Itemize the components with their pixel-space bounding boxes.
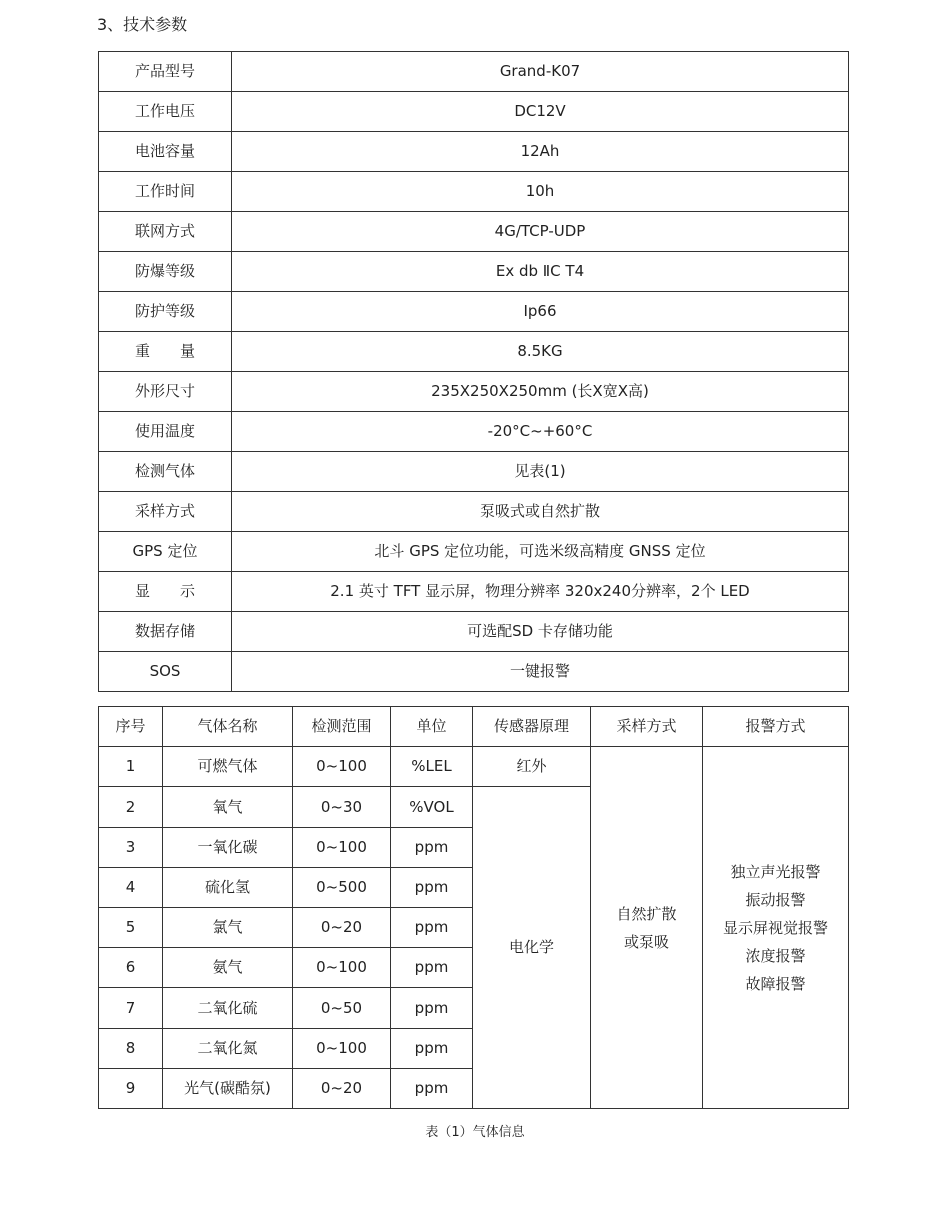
spec-value: 可选配SD 卡存储功能	[232, 612, 849, 652]
gas-name: 可燃气体	[163, 747, 293, 787]
alarm-method: 浓度报警	[745, 946, 806, 965]
gas-name: 硫化氢	[163, 867, 293, 907]
spec-value: 见表(1)	[232, 452, 849, 492]
sampling-method-cell	[591, 747, 703, 1109]
table-row	[99, 332, 849, 372]
spec-value: -20°C~+60°C	[232, 412, 849, 452]
sensor-electrochemical: 电化学	[473, 787, 591, 1109]
spec-label: 工作时间	[99, 172, 232, 212]
gas-no: 2	[99, 787, 163, 827]
gas-no: 6	[99, 948, 163, 988]
gas-range: 0~30	[293, 787, 391, 827]
sampling-line: 自然扩散	[616, 904, 677, 923]
gas-no: 5	[99, 907, 163, 947]
gas-name: 光气(碳酷氛)	[163, 1068, 293, 1108]
header-cell-sampling: 采样方式	[591, 707, 703, 747]
gas-range: 0~500	[293, 867, 391, 907]
alarm-method-cell	[703, 747, 849, 1109]
gas-name: 一氧化碳	[163, 827, 293, 867]
table-row	[99, 252, 849, 292]
gas-range: 0~50	[293, 988, 391, 1028]
gas-no: 3	[99, 827, 163, 867]
spec-value: 4G/TCP-UDP	[232, 212, 849, 252]
table-row	[99, 747, 849, 787]
spec-label: 联网方式	[99, 212, 232, 252]
gas-unit: ppm	[391, 827, 473, 867]
spec-value: 北斗 GPS 定位功能，可选米级高精度 GNSS 定位	[232, 532, 849, 572]
spec-label: 防护等级	[99, 292, 232, 332]
gas-unit: ppm	[391, 1068, 473, 1108]
sampling-line: 或泵吸	[623, 932, 669, 951]
gas-name: 氨气	[163, 948, 293, 988]
gas-unit: ppm	[391, 988, 473, 1028]
spec-value: 8.5KG	[232, 332, 849, 372]
gas-name: 二氧化硫	[163, 988, 293, 1028]
alarm-method: 故障报警	[745, 974, 806, 993]
gas-no: 1	[99, 747, 163, 787]
alarm-method: 独立声光报警	[730, 862, 821, 881]
gas-range: 0~100	[293, 747, 391, 787]
gas-range: 0~100	[293, 1028, 391, 1068]
spec-label: 工作电压	[99, 92, 232, 132]
spec-label: 检测气体	[99, 452, 232, 492]
alarm-method: 显示屏视觉报警	[722, 918, 828, 937]
table-row	[99, 172, 849, 212]
spec-label: 采样方式	[99, 492, 232, 532]
gas-name: 二氧化氮	[163, 1028, 293, 1068]
sensor-infrared: 红外	[473, 747, 591, 787]
gas-unit: ppm	[391, 1028, 473, 1068]
gas-range: 0~20	[293, 907, 391, 947]
gas-unit: %LEL	[391, 747, 473, 787]
spec-value: 12Ah	[232, 132, 849, 172]
table-row	[99, 652, 849, 692]
spec-label: 重 量	[99, 332, 232, 372]
table-row	[99, 372, 849, 412]
spec-label: 防爆等级	[99, 252, 232, 292]
spec-value: 235X250X250mm (长X宽X高)	[232, 372, 849, 412]
spec-table	[98, 51, 849, 692]
gas-name: 氯气	[163, 907, 293, 947]
table-caption: 表（1）气体信息	[425, 1125, 525, 1140]
table-row	[99, 612, 849, 652]
gas-unit: ppm	[391, 907, 473, 947]
header-cell-alarm: 报警方式	[703, 707, 849, 747]
table-row	[99, 492, 849, 532]
table-row	[99, 452, 849, 492]
gas-range: 0~100	[293, 948, 391, 988]
gas-unit: ppm	[391, 867, 473, 907]
alarm-method: 振动报警	[745, 890, 806, 909]
table-row	[99, 572, 849, 612]
gas-no: 7	[99, 988, 163, 1028]
spec-label: 使用温度	[99, 412, 232, 452]
gas-no: 9	[99, 1068, 163, 1108]
spec-label: 显 示	[99, 572, 232, 612]
spec-label: 数据存储	[99, 612, 232, 652]
gas-range: 0~20	[293, 1068, 391, 1108]
gas-table	[98, 706, 849, 1109]
spec-label: GPS 定位	[99, 532, 232, 572]
spec-label: 外形尺寸	[99, 372, 232, 412]
header-cell-unit: 单位	[391, 707, 473, 747]
spec-value: Grand-K07	[232, 52, 849, 92]
section-heading: 3、技术参数	[97, 15, 188, 34]
spec-value: Ip66	[232, 292, 849, 332]
gas-name: 氧气	[163, 787, 293, 827]
gas-no: 8	[99, 1028, 163, 1068]
spec-value: Ex db ⅡC T4	[232, 252, 849, 292]
spec-value: 一键报警	[232, 652, 849, 692]
header-cell-range: 检测范围	[293, 707, 391, 747]
header-cell-no: 序号	[99, 707, 163, 747]
table-row	[99, 292, 849, 332]
spec-label: 产品型号	[99, 52, 232, 92]
gas-table-header	[99, 707, 849, 747]
spec-value: 2.1 英寸 TFT 显示屏，物理分辨率 320x240分辨率，2个 LED	[232, 572, 849, 612]
spec-value: DC12V	[232, 92, 849, 132]
table-row	[99, 412, 849, 452]
header-cell-sensor: 传感器原理	[473, 707, 591, 747]
table-row	[99, 92, 849, 132]
header-cell-name: 气体名称	[163, 707, 293, 747]
table-row	[99, 132, 849, 172]
spec-label: SOS	[99, 652, 232, 692]
spec-value: 泵吸式或自然扩散	[232, 492, 849, 532]
gas-no: 4	[99, 867, 163, 907]
table-row	[99, 212, 849, 252]
gas-unit: ppm	[391, 948, 473, 988]
spec-label: 电池容量	[99, 132, 232, 172]
spec-value: 10h	[232, 172, 849, 212]
gas-range: 0~100	[293, 827, 391, 867]
gas-unit: %VOL	[391, 787, 473, 827]
table-row	[99, 52, 849, 92]
table-row	[99, 532, 849, 572]
